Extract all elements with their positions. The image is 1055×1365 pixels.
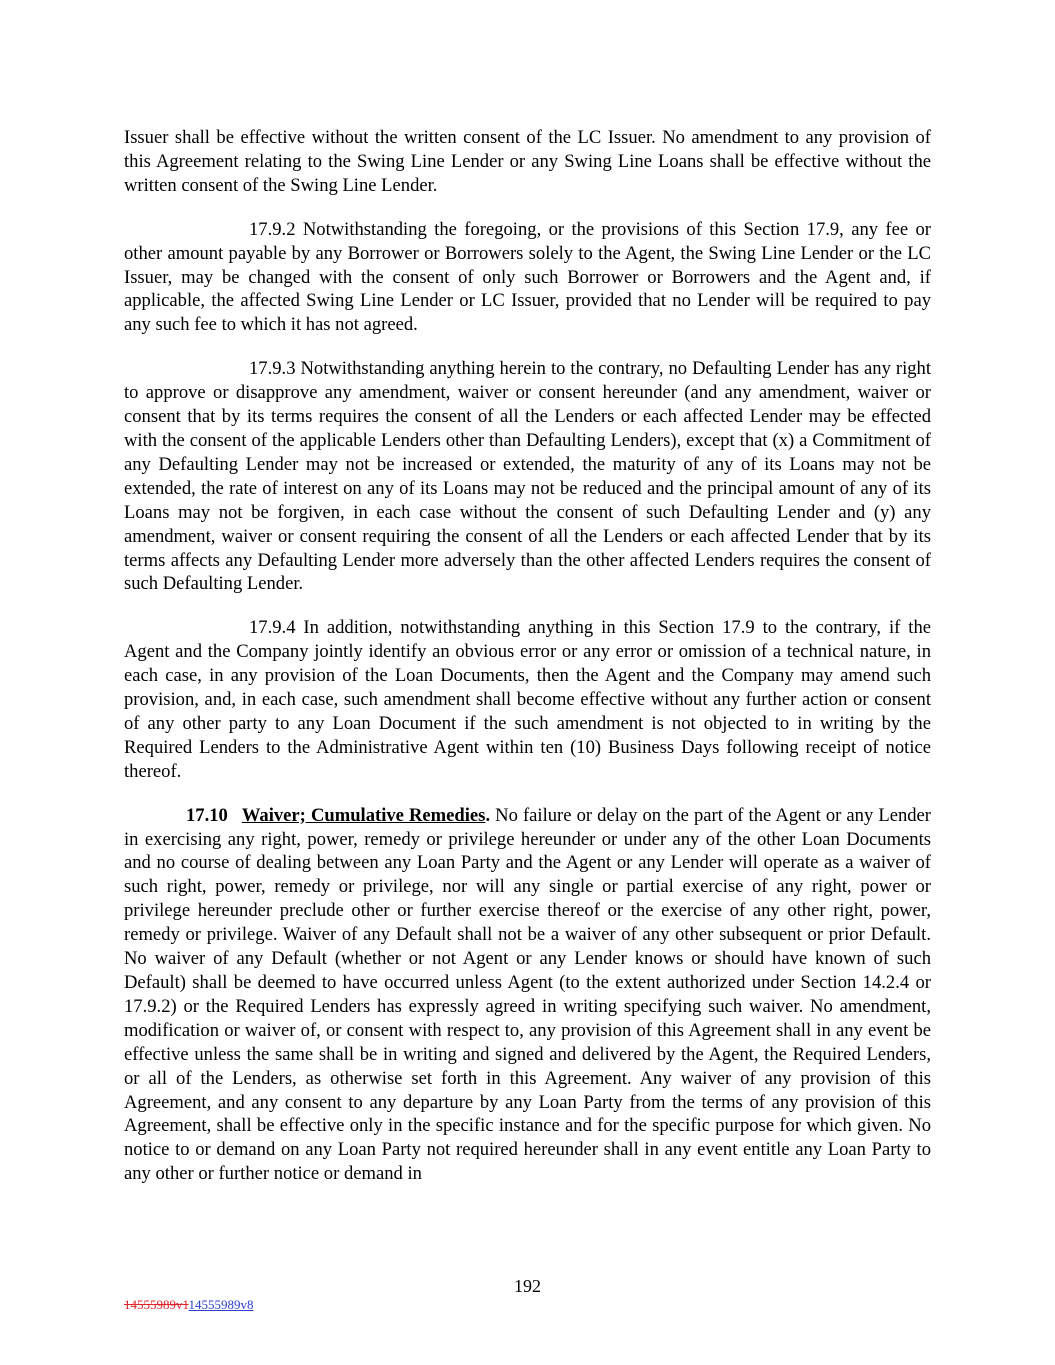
document-id	[124, 1297, 254, 1313]
document-id-deleted: 14555989v1	[124, 1297, 189, 1312]
subsection-17-9-3: 17.9.3 Notwithstanding anything herein to the contrary, no Defaulting Lender has any right to approve or disapprove any amendment, waiver or consent hereunder (and any amendment, waiver or consent that by its terms requires the consent of all the Lenders or each affected Lender may be effected with the consent of the applicable Lenders other than Defaulting Lenders), except that (x) a Commitment of any Defaulting Lender may not be increased or extended, the maturity of any of its Loans may not be extended, the rate of interest on any of its Loans may not be reduced and the principal amount of any of its Loans may not be forgiven, in each case without the consent of such Defaulting Lender and (y) any amendment, waiver or consent requiring the consent of all the Lenders or each affected Lender that by its terms affects any Defaulting Lender more adversely than the other affected Lenders requires the consent of such Defaulting Lender.	[124, 358, 931, 595]
continuation-paragraph: Issuer shall be effective without the written consent of the LC Issuer. No amendment to any provision of this Agreement relating to the Swing Line Lender or any Swing Line Loans shall be effective without the written consent of the Swing Line Lender.	[124, 127, 931, 196]
document-id-inserted: 14555989v8	[188, 1297, 254, 1312]
subsection-17-9-2: 17.9.2 Notwithstanding the foregoing, or the provisions of this Section 17.9, any fee or other amount payable by any Borrower or Borrowers solely to the Agent, the Swing Line Lender or the LC Issuer, may be changed with the consent of only such Borrower or Borrowers and the Agent and, if applicable, the affected Swing Line Lender or LC Issuer, provided that no Lender will be required to pay any such fee to which it has not agreed.	[124, 218, 931, 336]
subsection-17-9-4: 17.9.4 In addition, notwithstanding anything in this Section 17.9 to the contrary, if the Agent and the Company jointly identify an obvious error or any error or omission of a technical nature, in each case, in any provision of the Loan Documents, then the Agent and the Company may amend such provision, and, in each case, such amendment shall become effective without any further action or consent of any other party to any Loan Document if the such amendment is not objected to in writing by the Required Lenders to the Administrative Agent within ten (10) Business Days following receipt of notice thereof.	[124, 617, 931, 782]
section-number: 17.10	[186, 804, 228, 826]
page-number: 192	[514, 1276, 541, 1296]
section-heading-period: .	[485, 804, 491, 826]
section-heading: Waiver; Cumulative Remedies	[241, 804, 486, 826]
document-body	[124, 126, 931, 1186]
section-17-10	[124, 804, 931, 1187]
section-body: No failure or delay on the part of the Agent or any Lender in exercising any right, power, remedy or privilege hereunder or under any of the other Loan Documents and no course of dealing between any Loan Party and the Agent or any Lender will operate as a waiver of such right, power, remedy or privilege, nor will any single or partial exercise of any right, power or privilege hereunder preclude other or further exercise thereof or the exercise of any other right, power, remedy or privilege. Waiver of any Default shall not be a waiver of any other subsequent or prior Default. No waiver of any Default (whether or not Agent or any Lender knows or should have known of such Default) shall be deemed to have occurred unless Agent (to the extent authorized under Section 14.2.4 or 17.9.2) or the Required Lenders has expressly agreed in writing specifying such waiver. No amendment, modification or waiver of, or consent with respect to, any provision of this Agreement shall in any event be effective unless the same shall be in writing and signed and delivered by the Agent, the Required Lenders, or all of the Lenders, as otherwise set forth in this Agreement. Any waiver of any provision of this Agreement, and any consent to any departure by any Loan Party from the terms of any provision of this Agreement, shall be effective only in the specific instance and for the specific purpose for which given. No notice to or demand on any Loan Party not required hereunder shall in any event entitle any Loan Party to any other or further notice or demand in	[124, 804, 932, 1185]
